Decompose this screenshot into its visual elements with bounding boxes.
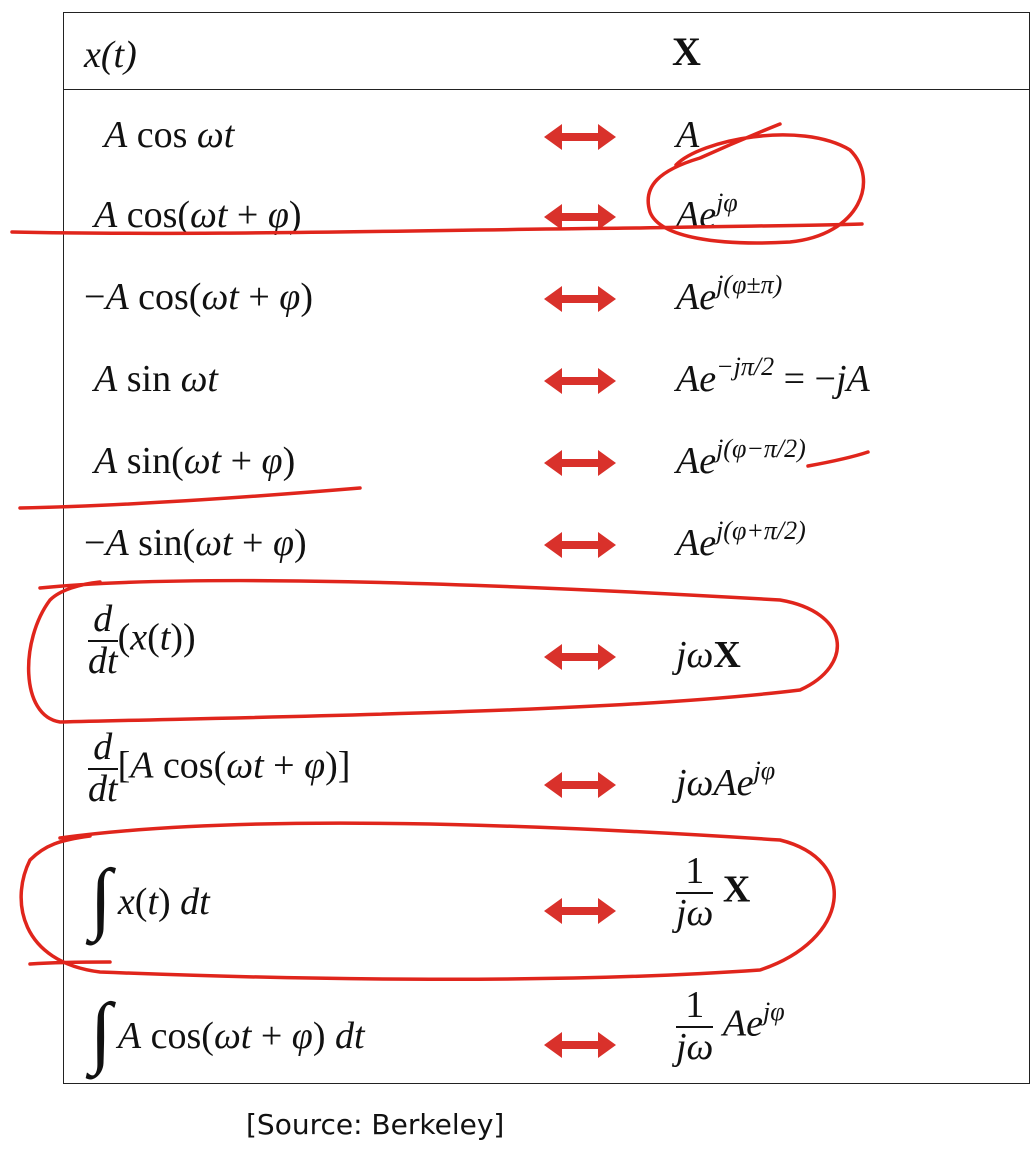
row4-time: A sin ωt (94, 358, 218, 400)
row1-time: A cos ωt (104, 114, 235, 156)
row7-phasor: jωX (676, 634, 741, 676)
double-arrow-icon (544, 772, 616, 798)
row9-phasor: $\frac{1}{j\omega}$ X (676, 850, 751, 934)
row3-time: −A cos(ωt + φ) (84, 276, 313, 318)
row10-phasor: $\frac{1}{j\omega}$ $Ae^{j\varphi}$ (676, 984, 785, 1068)
header-phasor: X (672, 29, 701, 74)
double-arrow-icon (544, 898, 616, 924)
double-arrow-icon (544, 204, 616, 230)
header-time-domain: x(t) (84, 34, 137, 76)
double-arrow-icon (544, 1032, 616, 1058)
row5-phasor: $Ae^{j(\varphi-\pi/2)}$ (676, 434, 806, 482)
row5-time: A sin(ωt + φ) (94, 440, 296, 482)
row1-phasor: A (676, 114, 700, 156)
row10-time: ∫ A cos(ωt + φ) dt (90, 988, 365, 1076)
double-arrow-icon (544, 450, 616, 476)
source-caption: [Source: Berkeley] (246, 1108, 505, 1141)
row2-time: A cos(ωt + φ) (94, 194, 302, 236)
double-arrow-icon (544, 124, 616, 150)
header-rule (63, 89, 1030, 90)
row7-time: $\frac{d}{dt}$ (x(t)) (88, 598, 196, 682)
double-arrow-icon (544, 368, 616, 394)
row8-time: $\frac{d}{dt}$ [A cos(ωt + φ)] (88, 726, 351, 810)
row2-phasor: $Ae^{j\varphi}$ (676, 188, 738, 236)
row6-phasor: $Ae^{j(\varphi+\pi/2)}$ (676, 516, 806, 564)
row6-time: −A sin(ωt + φ) (84, 522, 307, 564)
row4-phasor: $Ae^{-j\pi/2} = -jA$ (676, 352, 870, 400)
row8-phasor: jωAe$^{j\varphi}$ (676, 756, 776, 804)
row9-time: ∫ x(t) dt (90, 854, 210, 942)
double-arrow-icon (544, 644, 616, 670)
double-arrow-icon (544, 286, 616, 312)
double-arrow-icon (544, 532, 616, 558)
row3-phasor: $Ae^{j(\varphi\pm\pi)}$ (676, 270, 783, 318)
